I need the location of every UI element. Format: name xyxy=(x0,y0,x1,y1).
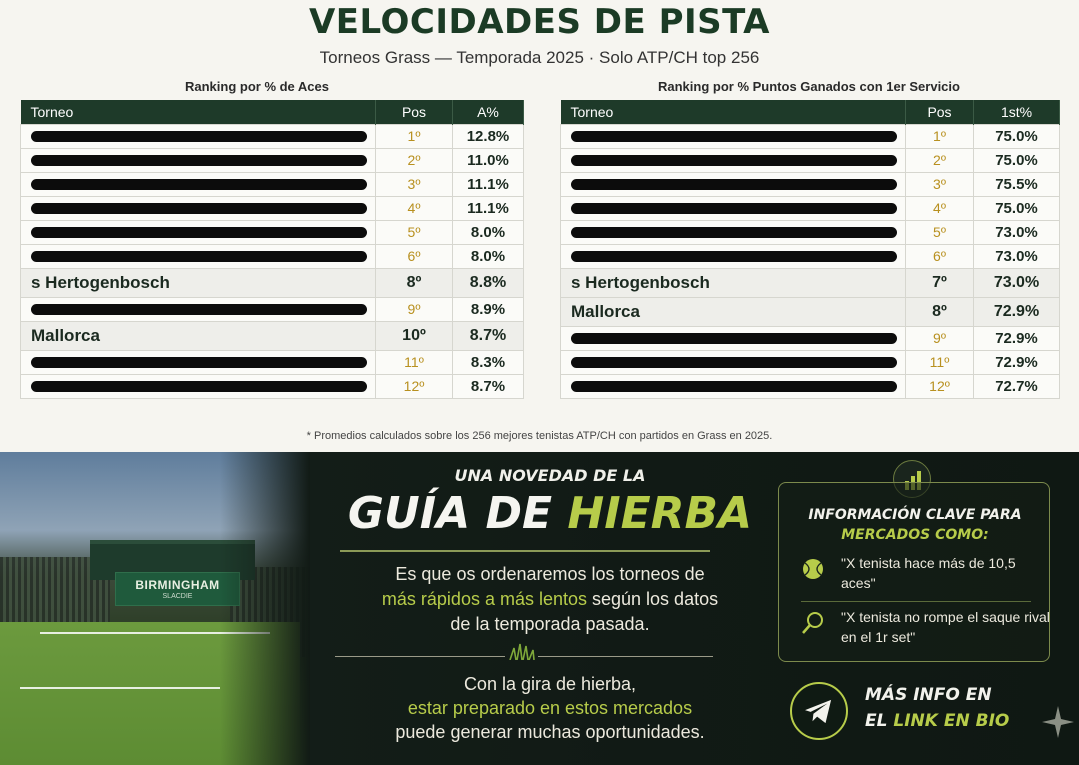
redacted-bar xyxy=(31,357,367,368)
value-cell: 11.1% xyxy=(453,196,524,220)
col-header-pos: Pos xyxy=(376,100,453,124)
table-row xyxy=(21,172,524,196)
position-cell: 9º xyxy=(376,297,453,321)
table-row xyxy=(21,124,524,148)
value-cell: 72.7% xyxy=(974,374,1060,398)
table-row xyxy=(561,326,1060,350)
tournament-cell xyxy=(561,374,906,398)
table-row xyxy=(561,172,1060,196)
tournament-cell xyxy=(21,124,376,148)
redacted-bar xyxy=(571,333,897,344)
position-cell: 9º xyxy=(906,326,974,350)
info-item-break xyxy=(801,607,1050,651)
value-cell: 75.0% xyxy=(974,124,1060,148)
col-header-pos: Pos xyxy=(906,100,974,124)
value-cell: 72.9% xyxy=(974,326,1060,350)
table-row xyxy=(21,148,524,172)
col-header-torneo: Torneo xyxy=(561,100,906,124)
position-cell: 2º xyxy=(906,148,974,172)
table-row xyxy=(21,350,524,374)
info-title-line: INFORMACIÓN CLAVE PARA xyxy=(808,507,1022,523)
position-cell: 7º xyxy=(906,268,974,297)
tournament-cell: Mallorca xyxy=(561,297,906,326)
promo-description-2 xyxy=(330,672,770,744)
aces-table-body xyxy=(21,124,524,398)
value-cell: 11.1% xyxy=(453,172,524,196)
table-row xyxy=(21,374,524,398)
promo-desc-highlight: más rápidos a más lentos xyxy=(381,589,587,609)
telegram-button[interactable] xyxy=(790,682,848,740)
promo-description xyxy=(330,562,770,637)
table-row xyxy=(21,297,524,321)
aces-table xyxy=(20,100,524,399)
value-cell: 75.5% xyxy=(974,172,1060,196)
footnote: * Promedios calculados sobre los 256 mejores tenistas ATP/CH con partidos en Grass en 2025. xyxy=(306,430,773,442)
table-row xyxy=(21,196,524,220)
table-row xyxy=(561,297,1060,326)
table-row xyxy=(21,321,524,350)
redacted-bar xyxy=(571,381,897,392)
col-header-aces-pct: A% xyxy=(453,100,524,124)
redacted-bar xyxy=(571,203,897,214)
tournament-cell xyxy=(561,196,906,220)
value-cell: 12.8% xyxy=(453,124,524,148)
position-cell: 5º xyxy=(376,220,453,244)
redacted-bar xyxy=(31,155,367,166)
position-cell: 3º xyxy=(906,172,974,196)
cta-line xyxy=(865,708,1035,734)
page-title: VELOCIDADES DE PISTA xyxy=(308,2,770,42)
position-cell: 11º xyxy=(906,350,974,374)
tennis-ball-icon xyxy=(801,557,825,581)
serve-table-body xyxy=(561,124,1060,398)
position-cell: 2º xyxy=(376,148,453,172)
value-cell: 8.9% xyxy=(453,297,524,321)
value-cell: 75.0% xyxy=(974,196,1060,220)
grass-icon xyxy=(508,642,536,660)
redacted-bar xyxy=(571,179,897,190)
tournament-cell xyxy=(21,220,376,244)
tournament-cell xyxy=(561,220,906,244)
tournament-cell: Mallorca xyxy=(21,321,376,350)
redacted-bar xyxy=(571,357,897,368)
aces-table-panel xyxy=(20,78,524,399)
promo-title-accent: HIERBA xyxy=(567,488,753,539)
redacted-bar xyxy=(571,131,897,142)
telegram-icon xyxy=(792,684,846,738)
serve-table-panel xyxy=(560,78,1060,399)
redacted-bar xyxy=(571,227,897,238)
position-cell: 11º xyxy=(376,350,453,374)
serve-table-caption: Ranking por % Puntos Ganados con 1er Servicio xyxy=(658,79,960,94)
table-row xyxy=(561,196,1060,220)
value-cell: 8.0% xyxy=(453,244,524,268)
redacted-bar xyxy=(571,155,897,166)
aces-table-caption: Ranking por % de Aces xyxy=(185,79,329,94)
redacted-bar xyxy=(31,304,367,315)
promo-desc2-line: puede generar muchas oportunidades. xyxy=(395,722,705,742)
value-cell: 73.0% xyxy=(974,244,1060,268)
divider xyxy=(538,656,713,657)
tournament-cell xyxy=(561,124,906,148)
value-cell: 8.3% xyxy=(453,350,524,374)
link-in-bio-cta[interactable] xyxy=(865,682,1035,734)
info-item-aces xyxy=(801,553,1041,597)
promo-desc-line: Es que os ordenaremos los torneos de xyxy=(395,564,705,584)
divider xyxy=(335,656,505,657)
tournament-cell xyxy=(21,374,376,398)
value-cell: 75.0% xyxy=(974,148,1060,172)
position-cell: 12º xyxy=(906,374,974,398)
tournament-cell xyxy=(561,326,906,350)
value-cell: 73.0% xyxy=(974,268,1060,297)
info-item-text: "X tenista hace más de 10,5 aces" xyxy=(841,555,1016,591)
position-cell: 6º xyxy=(906,244,974,268)
promo-desc2-highlight: estar preparado en estos mercados xyxy=(407,698,693,718)
promo-desc-line: de la temporada pasada. xyxy=(450,614,650,634)
value-cell: 8.0% xyxy=(453,220,524,244)
tournament-cell xyxy=(561,172,906,196)
cta-line: MÁS INFO EN xyxy=(865,685,992,705)
value-cell: 8.8% xyxy=(453,268,524,297)
table-row xyxy=(561,244,1060,268)
table-row xyxy=(561,268,1060,297)
redacted-bar xyxy=(31,203,367,214)
table-row xyxy=(561,350,1060,374)
table-row xyxy=(21,268,524,297)
stadium-photo xyxy=(0,452,310,765)
court-line xyxy=(20,687,220,689)
position-cell: 4º xyxy=(376,196,453,220)
tournament-cell xyxy=(561,148,906,172)
value-cell: 8.7% xyxy=(453,321,524,350)
tournament-cell xyxy=(21,148,376,172)
table-row xyxy=(561,220,1060,244)
value-cell: 72.9% xyxy=(974,350,1060,374)
title-underline xyxy=(340,550,710,552)
tournament-cell xyxy=(21,244,376,268)
birmingham-sign-sub: SLACDIE xyxy=(162,593,193,600)
promo-desc2-line: Con la gira de hierba, xyxy=(463,674,637,694)
table-row xyxy=(21,244,524,268)
table-row xyxy=(21,220,524,244)
position-cell: 8º xyxy=(906,297,974,326)
cta-white: EL xyxy=(865,711,894,731)
redacted-bar xyxy=(31,251,367,262)
page-subtitle: Torneos Grass — Temporada 2025 · Solo ATP/CH top 256 xyxy=(319,48,760,67)
info-item-text: "X tenista no rompe el saque rival en el 1r set" xyxy=(841,609,1050,645)
value-cell: 11.0% xyxy=(453,148,524,172)
tournament-cell xyxy=(561,244,906,268)
redacted-bar xyxy=(31,227,367,238)
position-cell: 6º xyxy=(376,244,453,268)
cta-accent: LINK EN BIO xyxy=(893,711,1010,731)
serve-table xyxy=(560,100,1060,399)
table-row xyxy=(561,374,1060,398)
promo-desc-line xyxy=(330,587,770,612)
value-cell: 73.0% xyxy=(974,220,1060,244)
tournament-cell xyxy=(21,196,376,220)
redacted-bar xyxy=(31,381,367,392)
position-cell: 1º xyxy=(376,124,453,148)
tournament-cell xyxy=(21,172,376,196)
position-cell: 8º xyxy=(376,268,453,297)
tournament-cell xyxy=(21,297,376,321)
tournament-cell: s Hertogenbosch xyxy=(21,268,376,297)
value-cell: 8.7% xyxy=(453,374,524,398)
tournament-cell xyxy=(21,350,376,374)
promo-kicker: UNA NOVEDAD DE LA xyxy=(454,466,646,485)
promo-title xyxy=(330,488,770,539)
info-box xyxy=(778,482,1050,662)
photo-fade xyxy=(220,452,310,765)
info-box-title xyxy=(779,505,1051,545)
info-title-accent: MERCADOS COMO: xyxy=(841,527,989,543)
col-header-torneo: Torneo xyxy=(21,100,376,124)
position-cell: 5º xyxy=(906,220,974,244)
promo-banner xyxy=(0,452,1079,765)
position-cell: 10º xyxy=(376,321,453,350)
birmingham-sign-text: BIRMINGHAM xyxy=(135,578,220,592)
sparkle-icon xyxy=(1040,704,1076,740)
position-cell: 4º xyxy=(906,196,974,220)
position-cell: 3º xyxy=(376,172,453,196)
col-header-first-serve-pct: 1st% xyxy=(974,100,1060,124)
table-row xyxy=(561,148,1060,172)
tennis-racket-icon xyxy=(801,611,825,635)
table-row xyxy=(561,124,1060,148)
redacted-bar xyxy=(31,131,367,142)
position-cell: 12º xyxy=(376,374,453,398)
redacted-bar xyxy=(31,179,367,190)
position-cell: 1º xyxy=(906,124,974,148)
promo-desc-rest: según los datos xyxy=(587,589,719,609)
info-divider xyxy=(801,601,1031,602)
redacted-bar xyxy=(571,251,897,262)
tournament-cell: s Hertogenbosch xyxy=(561,268,906,297)
value-cell: 72.9% xyxy=(974,297,1060,326)
promo-title-white: GUÍA DE xyxy=(347,488,568,539)
tournament-cell xyxy=(561,350,906,374)
